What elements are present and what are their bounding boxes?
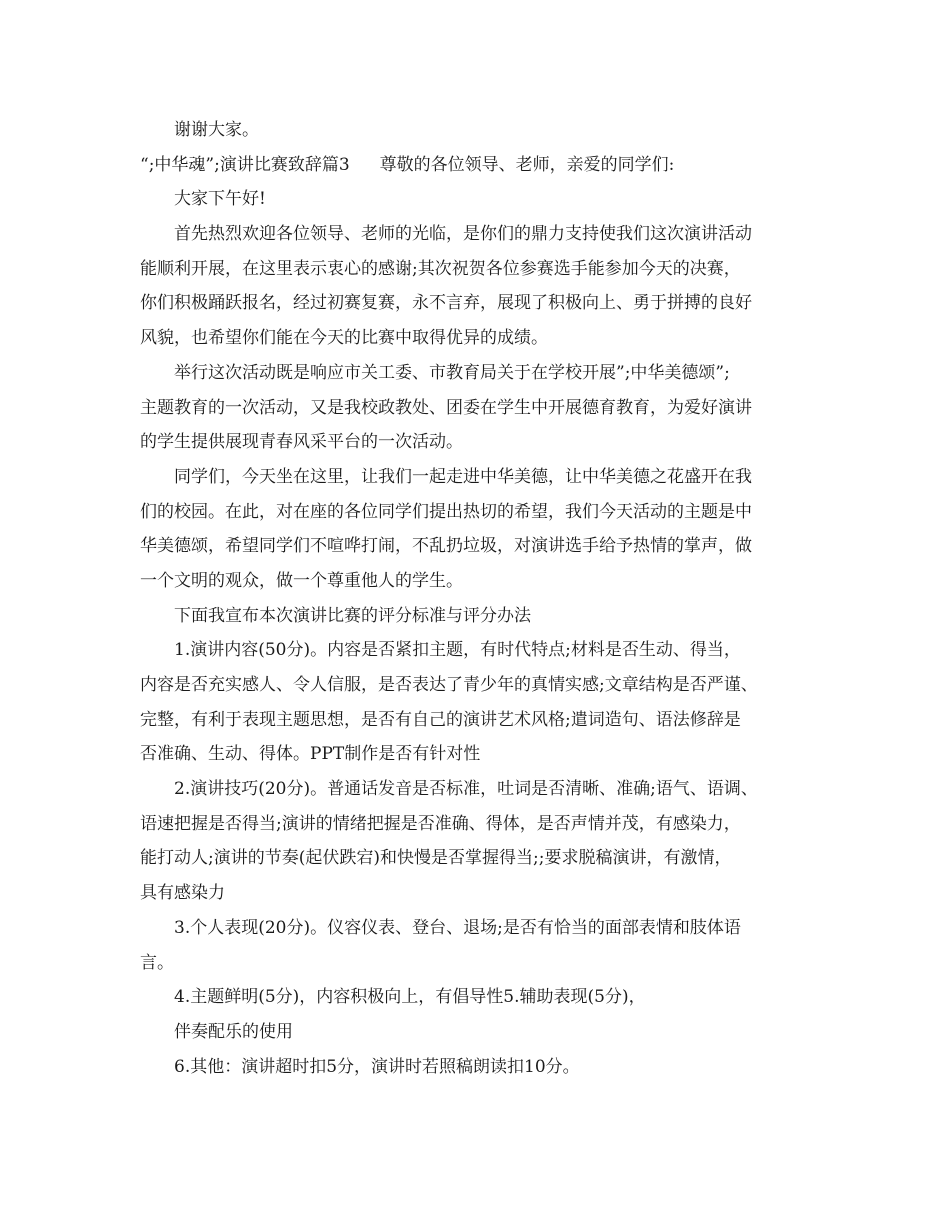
greeting-line: 大家下午好!	[174, 189, 266, 210]
list-item-line: 3.个人表现(20分)。仪容仪表、登台、退场;是否有恰当的面部表情和肢体语	[174, 917, 741, 938]
list-item-line: 内容是否充实感人、令人信服，是否表达了青少年的真情实感;文章结构是否严谨、	[140, 675, 758, 695]
paragraph-line: 风貌，也希望你们能在今天的比赛中取得优异的成绩。	[140, 328, 548, 349]
list-item-line: 完整，有利于表现主题思想，是否有自己的演讲艺术风格;遣词造句、语法修辞是	[140, 709, 741, 730]
paragraph-line: 能顺利开展，在这里表示衷心的感谢;其次祝贺各位参赛选手能参加今天的决赛，	[140, 258, 741, 279]
paragraph-line: 的学生提供展现青春风采平台的一次活动。	[140, 432, 463, 453]
heading-line	[140, 148, 820, 183]
list-item-line: 1.演讲内容(50分)。内容是否紧扣主题，有时代特点;材料是否生动、得当，	[174, 640, 741, 661]
paragraph-line: 主题教育的一次活动，又是我校政教处、团委在学生中开展德育教育，为爱好演讲	[140, 397, 752, 418]
speech-title: “;中华魂”;演讲比赛致辞篇3	[140, 154, 350, 175]
salutation: 尊敬的各位领导、老师，亲爱的同学们:	[379, 154, 675, 175]
paragraph-line: 你们积极踊跃报名，经过初赛复赛，永不言弃，展现了积极向上、勇于拼搏的良好	[140, 293, 752, 314]
list-item-line: 能打动人;演讲的节奏(起伏跌宕)和快慢是否掌握得当;;要求脱稿演讲，有激情，	[140, 848, 732, 869]
paragraph-line: 华美德颂，希望同学们不喧哗打闹，不乱扔垃圾，对演讲选手给予热情的掌声，做	[140, 536, 752, 557]
list-item-line: 言。	[140, 952, 174, 973]
document-body	[140, 113, 820, 1084]
paragraph-line: 举行这次活动既是响应市关工委、市教育局关于在学校开展”;中华美德颂”;	[174, 362, 730, 383]
list-item-line: 伴奏配乐的使用	[174, 1021, 293, 1042]
list-item-line: 2.演讲技巧(20分)。普通话发音是否标准，吐词是否清晰、准确;语气、语调、	[174, 779, 758, 800]
list-item-line: 4.主题鲜明(5分)，内容积极向上，有倡导性5.辅助表现(5分)，	[174, 987, 646, 1008]
paragraph-line: 下面我宣布本次演讲比赛的评分标准与评分办法	[174, 605, 531, 626]
paragraph-line: 一个文明的观众，做一个尊重他人的学生。	[140, 570, 463, 591]
list-item-line: 具有感染力	[140, 883, 225, 904]
paragraph-line: 同学们，今天坐在这里，让我们一起走进中华美德，让中华美德之花盛开在我	[174, 466, 752, 487]
list-item-line: 语速把握是否得当;演讲的情绪把握是否准确、得体，是否声情并茂，有感染力，	[140, 813, 741, 834]
list-item-line: 否准确、生动、得体。PPT制作是否有针对性	[140, 744, 481, 765]
list-item-line: 6.其他：演讲超时扣5分，演讲时若照稿朗读扣10分。	[174, 1056, 580, 1077]
paragraph-line: 首先热烈欢迎各位领导、老师的光临，是你们的鼎力支持使我们这次演讲活动	[174, 224, 752, 245]
paragraph-line: 谢谢大家。	[174, 120, 259, 140]
paragraph-line: 们的校园。在此，对在座的各位同学们提出热切的希望，我们今天活动的主题是中	[140, 501, 752, 522]
